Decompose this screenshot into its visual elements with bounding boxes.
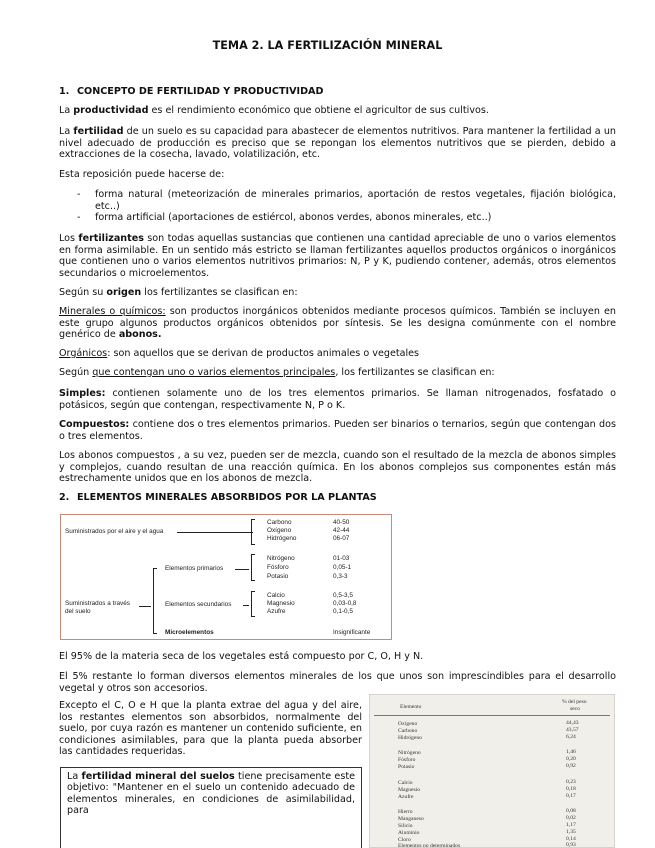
- term-productividad: productividad: [73, 105, 149, 116]
- table-cell-value: 0,18: [566, 786, 576, 792]
- paragraph-simples: [59, 388, 616, 411]
- table-cell-value: 0,14: [566, 836, 576, 842]
- paragraph-organicos: [59, 348, 616, 360]
- element-name: Hidrógeno: [267, 535, 297, 542]
- table-cell-name: Potasio: [398, 764, 415, 770]
- term-origen: origen: [106, 287, 142, 298]
- text-run: son productos inorgánicos obtenidos mediante procesos químicos. También se incluyen en este grupo algunos productos orgánicos obtenidos por síntesis. Se les designa comúnmente con el nombre genérico de: [59, 306, 616, 341]
- element-value: 0,3-3: [333, 573, 348, 580]
- paragraph-segun-elementos: [59, 367, 616, 379]
- value-micro: Insignificante: [333, 629, 371, 636]
- table-cell-value: 0,23: [566, 779, 576, 785]
- table-cell-name: Nitrógeno: [398, 750, 421, 756]
- section-1-number: 1.: [59, 86, 70, 97]
- element-value: 01-03: [333, 555, 350, 562]
- table-cell-name: Carbono: [398, 728, 418, 734]
- underlined-phrase: que contengan uno o varios elementos principales: [92, 367, 336, 378]
- table-cell-value: 0,93: [566, 842, 576, 848]
- paragraph-origen: [59, 287, 616, 299]
- label-micro: Microelementos: [165, 629, 214, 636]
- table-cell-value: 0,02: [566, 815, 576, 821]
- table-cell-name: Azufre: [398, 794, 414, 800]
- element-name: Nitrógeno: [267, 555, 295, 562]
- text-run: contiene dos o tres elementos primarios. Pueden ser binarios o ternarios, según que contengan dos o tres elementos.: [59, 419, 616, 442]
- connector-line: [177, 532, 253, 533]
- label-air-water: Suministrados por el aire y el agua: [65, 528, 164, 535]
- list-item: - forma artificial (aportaciones de estiércol, abonos verdes, abonos minerales, etc..): [59, 212, 616, 224]
- text-run: La: [59, 126, 74, 137]
- connector-line: [243, 605, 249, 606]
- element-value: 0,05-1: [333, 564, 352, 571]
- label-soil-2: del suelo: [65, 608, 91, 615]
- element-name: Calcio: [267, 592, 285, 599]
- table-cell-name: Silicio: [398, 823, 413, 829]
- table-cell-name: Hierro: [398, 809, 413, 815]
- table-rule: [374, 715, 610, 716]
- text-run: , los fertilizantes se clasifican en:: [335, 367, 495, 378]
- label-primarios: Elementos primarios: [165, 565, 224, 572]
- text-run: son todas aquellas sustancias que contienen una cantidad apreciable de uno o varios elementos en forma asimilable. En un sentido más estricto se llaman fertilizantes aquellos productos orgánicos o inorgánicos que contienen uno o varios elementos nutritivos primarios: N, P y K, pudiendo contener, además, otros elementos secundarios o microelementos.: [59, 233, 616, 279]
- text-run: Según: [59, 367, 93, 378]
- section-1-heading: [59, 86, 616, 98]
- element-name: Potasio: [267, 573, 289, 580]
- paragraph-minerales: [59, 306, 616, 341]
- reposition-list: [59, 189, 616, 224]
- dry-weight-table-figure: [369, 694, 615, 848]
- element-name: Fósforo: [267, 564, 289, 571]
- text-run: Según su: [59, 287, 107, 298]
- text-run: de un suelo es su capacidad para abastecer de elementos nutritivos. Para mantener la fertilidad a un nivel adecuado de producción es preciso que se repongan los elementos nutritivos que se pierden, debido a extracciones de la cosecha, lavado, volatilización, etc.: [59, 126, 616, 161]
- element-value: 06-07: [333, 535, 350, 542]
- table-header-element: Elemento: [400, 704, 422, 710]
- connector-line: [235, 569, 249, 570]
- paragraph-excepto: Excepto el C, O e H que la planta extrae del agua y del aire, los restantes elementos son absorbidos, normalmente del suelo, por cuya razón es mantener un contenido suficiente, en condiciones asimilables, para que la planta pueda absorber las cantidades requeridas.: [59, 700, 362, 758]
- term-compuestos: Compuestos:: [59, 419, 130, 430]
- table-cell-value: 43,57: [566, 727, 579, 733]
- section-1-title: CONCEPTO DE FERTILIDAD Y PRODUCTIVIDAD: [77, 86, 324, 97]
- table-cell-value: 0,92: [566, 763, 576, 769]
- term-organicos: Orgánicos: [59, 348, 108, 359]
- paragraph-95: El 95% de la materia seca de los vegetales está compuesto por C, O, H y N.: [59, 651, 424, 662]
- text-run: es el rendimiento económico que obtiene el agricultor de sus cultivos.: [148, 105, 489, 116]
- element-name: Magnesio: [267, 600, 295, 607]
- section-2-number: 2.: [59, 492, 70, 503]
- table-header-percent: % del peso: [562, 699, 587, 705]
- term-fertilidad: fertilidad: [73, 126, 124, 137]
- element-name: Oxígeno: [267, 527, 292, 534]
- element-value: 40-50: [333, 519, 350, 526]
- paragraph-fertilizantes: [59, 233, 616, 279]
- paragraph-productividad: [59, 105, 616, 117]
- text-run: : son aquellos que se derivan de productos animales o vegetales: [107, 348, 420, 359]
- table-cell-name: Cloro: [398, 837, 411, 843]
- text-run: contienen solamente uno de los tres elementos primarios. Se llaman nitrogenados, fosfatado o potásicos, según que contengan, respectivamente N, P o K.: [59, 388, 616, 411]
- label-secundarios: Elementos secundarios: [165, 601, 232, 608]
- element-name: Azufre: [267, 608, 286, 615]
- table-cell-name: Fósforo: [398, 757, 416, 763]
- table-cell-value: 1,35: [566, 829, 576, 835]
- term-minerales: Minerales o químicos:: [59, 306, 166, 317]
- term-simples: Simples:: [59, 388, 106, 399]
- list-item: - forma natural (meteorización de minerales primarios, aportación de restos vegetales, fijación biológica, etc..): [59, 189, 616, 212]
- table-cell-name: Calcio: [398, 780, 413, 786]
- text-run: tiene precisamente este objetivo: "Mantener en el suelo un contenido adecuado de elementos minerales, en condiciones de asimilabilidad, para: [67, 771, 355, 817]
- paragraph-compuestos: [59, 419, 616, 442]
- brace-soil: [153, 568, 157, 634]
- table-cell-value: 0,20: [566, 756, 576, 762]
- term-fertilidad-mineral: fertilidad mineral del suelos: [81, 771, 235, 782]
- term-fertilizantes: fertilizantes: [78, 233, 144, 244]
- paragraph-5: El 5% restante lo forman diversos elementos minerales de los que unos son imprescindibles para el desarrollo vegetal y otros son accesorios.: [59, 671, 616, 694]
- paragraph-reposicion: Esta reposición puede hacerse de:: [59, 169, 225, 180]
- table-cell-value: 1,17: [566, 822, 576, 828]
- text-run: La: [59, 105, 74, 116]
- section-2-title: ELEMENTOS MINERALES ABSORBIDOS POR LA PLANTAS: [77, 492, 377, 503]
- element-value: 0,1-0,5: [333, 608, 353, 615]
- text-run: Los: [59, 233, 79, 244]
- elements-classification-figure: [60, 514, 392, 640]
- connector-line: [139, 606, 151, 607]
- paragraph-fertilidad: [59, 126, 616, 161]
- term-abonos: abonos.: [118, 329, 162, 341]
- brace-primarios: [251, 554, 255, 581]
- paragraph-abonos-compuestos: Los abonos compuestos , a su vez, pueden ser de mezcla, cuando son el resultado de la mezcla de abonos simples y complejos, cuando resultan de una reacción química. En los abonos complejos sus componentes están más estrechamente unidos que en los abonos de mezcla.: [59, 450, 616, 485]
- label-soil-1: Suministrados a través: [65, 600, 130, 607]
- table-cell-value: 44,43: [566, 720, 579, 726]
- element-value: 0,5-3,5: [333, 592, 353, 599]
- element-value: 0,03-0,8: [333, 600, 357, 607]
- table-cell-name: Aluminio: [398, 830, 420, 836]
- table-cell-name: Hidrógeno: [398, 735, 422, 741]
- element-name: Carbono: [267, 519, 292, 526]
- table-cell-name: Elementos no determinados: [398, 843, 461, 848]
- table-header-percent-2: seco: [570, 706, 580, 712]
- brace-secundarios: [251, 591, 255, 617]
- table-cell-value: 0,17: [566, 793, 576, 799]
- document-title: TEMA 2. LA FERTILIZACIÓN MINERAL: [212, 39, 443, 52]
- text-run: los fertilizantes se clasifican en:: [141, 287, 298, 298]
- table-cell-value: 6,24: [566, 734, 576, 740]
- section-2-heading: [59, 492, 616, 504]
- text-run: La: [67, 771, 82, 782]
- element-value: 42-44: [333, 527, 350, 534]
- table-cell-value: 0,08: [566, 808, 576, 814]
- table-cell-value: 1,46: [566, 749, 576, 755]
- table-cell-name: Magnesio: [398, 787, 421, 793]
- table-cell-name: Manganeso: [398, 816, 424, 822]
- fertility-objective-box: [60, 767, 362, 848]
- table-cell-name: Oxígeno: [398, 721, 418, 727]
- brace-air: [251, 519, 255, 545]
